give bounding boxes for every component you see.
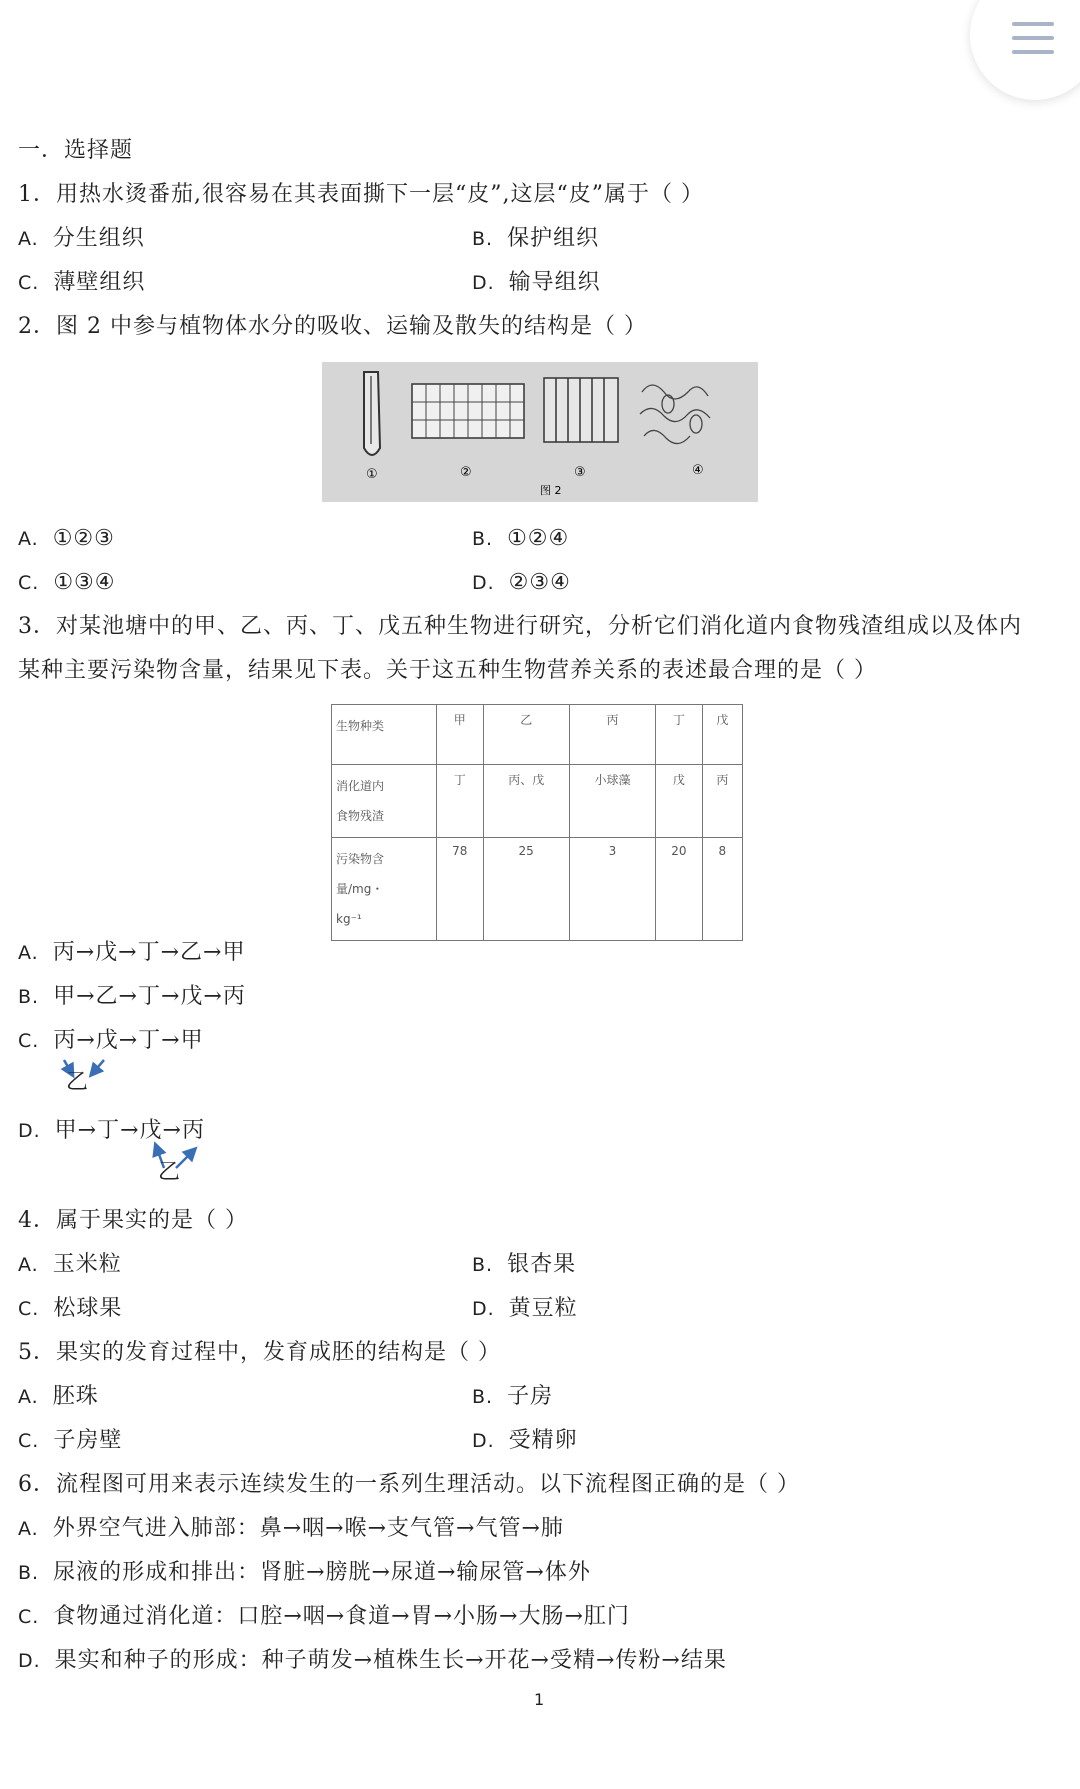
option-text: 子房	[507, 1384, 554, 1409]
option-label: C.	[18, 1030, 40, 1052]
option-2b	[472, 524, 569, 554]
menu-icon	[1012, 22, 1054, 26]
table-row	[332, 705, 743, 765]
figure-label-3: ③	[574, 465, 586, 480]
figure-label-1: ①	[366, 467, 378, 482]
question-1-stem: 1．用热水烫番茄,很容易在其表面撕下一层“皮”,这层“皮”属于（ ）	[18, 182, 704, 207]
table-cell: 8	[702, 838, 742, 941]
table-cell: 戊	[656, 765, 703, 838]
option-4b	[472, 1250, 576, 1280]
option-6a	[18, 1514, 564, 1544]
plant-tissue-illustration	[322, 362, 758, 502]
table-header-text: 食物残渣	[336, 809, 385, 823]
option-label: C.	[18, 1298, 40, 1320]
option-4a	[18, 1250, 122, 1280]
option-label: B.	[472, 1386, 494, 1408]
option-text: 甲→丁→戊→丙	[54, 1118, 205, 1143]
option-6b	[18, 1558, 591, 1588]
table-header-text: 量/mg・	[336, 882, 384, 896]
option-2a	[18, 524, 115, 554]
option-3b	[18, 982, 246, 1012]
option-label: D.	[472, 1298, 495, 1320]
question-3-stem-line2: 某种主要污染物含量，结果见下表。关于这五种生物营养关系的表述最合理的是（ ）	[18, 658, 877, 683]
option-label: C.	[18, 572, 40, 594]
table-cell: 丙、戊	[483, 765, 569, 838]
option-label: A.	[18, 228, 39, 250]
option-6d	[18, 1646, 727, 1676]
table-header-cell: 生物种类	[332, 705, 437, 765]
option-label: D.	[18, 1120, 41, 1142]
option-text: 胚珠	[52, 1384, 99, 1409]
table-cell: 25	[483, 838, 569, 941]
option-text: 外界空气进入肺部：鼻→咽→喉→支气管→气管→肺	[52, 1516, 564, 1541]
page-number: 1	[534, 1690, 545, 1709]
option-text: 尿液的形成和排出：肾脏→膀胱→尿道→输尿管→体外	[53, 1560, 591, 1585]
table-cell: 丁	[437, 765, 484, 838]
table-cell: 3	[569, 838, 655, 941]
option-label: A.	[18, 1518, 39, 1540]
option-5a	[18, 1382, 99, 1412]
option-text: 黄豆粒	[508, 1296, 578, 1321]
option-5c	[18, 1426, 122, 1456]
option-label: B.	[472, 228, 494, 250]
table-cell: 乙	[483, 705, 569, 765]
table-header-text: 消化道内	[336, 779, 385, 793]
question-2-stem: 2．图 2 中参与植物体水分的吸收、运输及散失的结构是（ ）	[18, 314, 647, 339]
table-header-cell	[332, 838, 437, 941]
option-label: D.	[18, 1650, 41, 1672]
figure-caption: 图 2	[540, 484, 562, 497]
option-label: A.	[18, 528, 39, 550]
option-label: B.	[18, 1562, 40, 1584]
option-text: ①②③	[52, 526, 115, 551]
option-text: ②③④	[508, 570, 571, 595]
option-3d-sub: 乙	[158, 1160, 182, 1185]
question-3-stem-line1: 3．对某池塘中的甲、乙、丙、丁、戊五种生物进行研究，分析它们消化道内食物残渣组成以及体内	[18, 614, 1023, 639]
option-label: D.	[472, 272, 495, 294]
table-header-text: 污染物含	[336, 852, 385, 866]
table-cell: 20	[656, 838, 703, 941]
question-5-stem: 5．果实的发育过程中，发育成胚的结构是（ ）	[18, 1340, 501, 1365]
menu-icon-bar	[1012, 36, 1054, 40]
option-text: 输导组织	[508, 270, 601, 295]
option-text: 丙→戊→丁→甲	[53, 1028, 204, 1053]
option-label: B.	[472, 1254, 494, 1276]
section-title: 一．选择题	[18, 138, 134, 163]
table-cell: 丙	[569, 705, 655, 765]
option-text: 食物通过消化道：口腔→咽→食道→胃→小肠→大肠→肛门	[53, 1604, 630, 1629]
option-4c	[18, 1294, 122, 1324]
table-row	[332, 838, 743, 941]
option-text: 丙→戊→丁→乙→甲	[52, 940, 246, 965]
option-label: A.	[18, 1254, 39, 1276]
option-2c	[18, 568, 115, 598]
option-text: 玉米粒	[52, 1252, 122, 1277]
option-label: A.	[18, 1386, 39, 1408]
table-row	[332, 765, 743, 838]
figure-label-2: ②	[460, 465, 472, 480]
option-1a	[18, 224, 145, 254]
option-label: C.	[18, 1430, 40, 1452]
option-text: 受精卵	[508, 1428, 578, 1453]
option-text: 保护组织	[507, 226, 600, 251]
table-cell: 戊	[702, 705, 742, 765]
organism-data-table	[331, 704, 743, 941]
table-header-cell	[332, 765, 437, 838]
option-1b	[472, 224, 599, 254]
option-text: 松球果	[53, 1296, 123, 1321]
option-text: 果实和种子的形成：种子萌发→植株生长→开花→受精→传粉→结果	[54, 1648, 727, 1673]
option-1d	[472, 268, 601, 298]
table-cell: 小球藻	[569, 765, 655, 838]
option-label: A.	[18, 942, 39, 964]
option-2d	[472, 568, 571, 598]
table-cell: 甲	[437, 705, 484, 765]
question-6-stem: 6．流程图可用来表示连续发生的一系列生理活动。以下流程图正确的是（ ）	[18, 1472, 800, 1497]
option-1c	[18, 268, 145, 298]
option-label: C.	[18, 272, 40, 294]
option-label: D.	[472, 572, 495, 594]
option-5b	[472, 1382, 553, 1412]
option-text: ①③④	[53, 570, 116, 595]
option-label: C.	[18, 1606, 40, 1628]
option-text: 甲→乙→丁→戊→丙	[53, 984, 246, 1009]
option-text: 银杏果	[507, 1252, 577, 1277]
table-cell: 丁	[656, 705, 703, 765]
option-label: D.	[472, 1430, 495, 1452]
option-text: 薄壁组织	[53, 270, 146, 295]
option-text: ①②④	[507, 526, 570, 551]
menu-button[interactable]	[970, 0, 1080, 100]
menu-icon-bar	[1012, 50, 1054, 54]
option-text: 子房壁	[53, 1428, 123, 1453]
table-header-text: kg⁻¹	[336, 912, 362, 926]
option-label: B.	[18, 986, 40, 1008]
option-text: 分生组织	[52, 226, 145, 251]
option-3c-sub: 乙	[66, 1070, 90, 1095]
table-cell: 78	[437, 838, 484, 941]
question-4-stem: 4．属于果实的是（ ）	[18, 1208, 248, 1233]
table-cell: 丙	[702, 765, 742, 838]
figure-2-image	[322, 362, 758, 502]
option-5d	[472, 1426, 578, 1456]
option-label: B.	[472, 528, 494, 550]
figure-label-4: ④	[692, 463, 704, 478]
option-3c	[18, 1026, 204, 1056]
option-4d	[472, 1294, 578, 1324]
option-3a	[18, 938, 245, 968]
option-6c	[18, 1602, 630, 1632]
